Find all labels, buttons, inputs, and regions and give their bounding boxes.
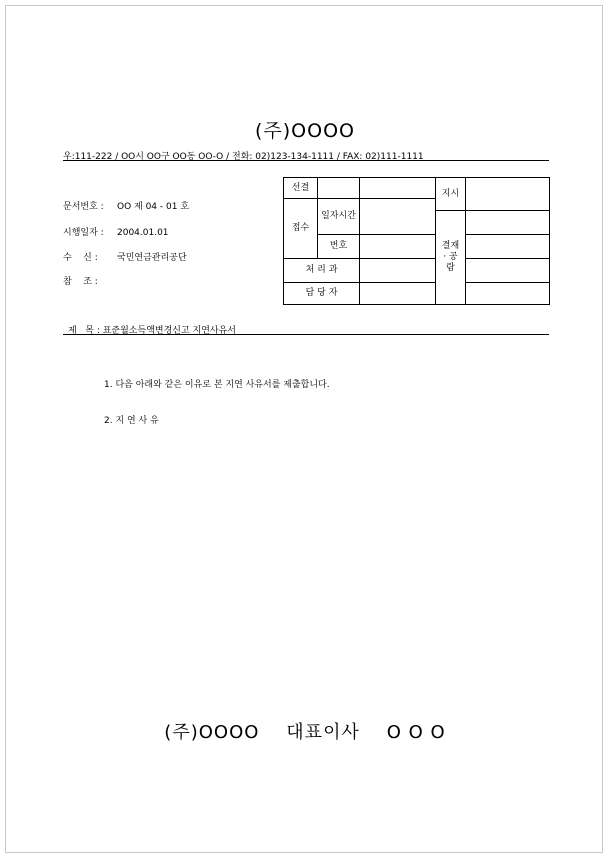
company-title: (주)OOOO [255, 120, 355, 142]
preapproval-value [360, 178, 436, 199]
preapproval-cell [318, 178, 360, 199]
date-label: 시행일자 : [63, 228, 104, 238]
datetime-value [360, 199, 436, 235]
subject-rule [63, 334, 549, 335]
body-item-1: 1. 다음 아래와 같은 이유로 본 지연 사유서를 제출합니다. [104, 380, 330, 390]
subject-line: 제 목 : 표준월소득액변경신고 지연사유서 [68, 326, 236, 336]
reference-row [63, 274, 117, 287]
person-label: 담 당 자 [284, 283, 360, 305]
doc-number-row [63, 199, 189, 212]
dept-value [360, 259, 436, 283]
person-value [360, 283, 436, 305]
approval-cell-3 [466, 259, 550, 283]
recipient-row [63, 250, 187, 263]
reference-label: 참 조 : [63, 277, 98, 287]
address-line: 우:111-222 / OO시 OO구 OO동 OO-O / 전화: 02)123-134-1111 / FAX: 02)111-1111 [63, 152, 424, 162]
datetime-label: 일자시간 [318, 199, 360, 235]
recipient-label: 수 신 : [63, 253, 98, 263]
doc-number-label: 문서번호 : [63, 202, 104, 212]
recipient-value: 국민연금관리공단 [117, 253, 187, 263]
approval-cell-4 [466, 283, 550, 305]
directive-value [466, 178, 550, 211]
preapproval-label: 선결 [284, 178, 318, 199]
date-row [63, 225, 169, 238]
directive-label: 지시 [436, 178, 466, 211]
approval-cell-2 [466, 235, 550, 259]
document-page [5, 5, 603, 853]
doc-number-value: OO 제 04 - 01 호 [117, 202, 190, 212]
number-value [360, 235, 436, 259]
header-rule [63, 160, 549, 161]
number-label: 번호 [318, 235, 360, 259]
date-value: 2004.01.01 [117, 228, 169, 238]
approval-cell-1 [466, 211, 550, 235]
dept-label: 처 리 과 [284, 259, 360, 283]
receipt-label: 접수 [284, 199, 318, 259]
approval-table [283, 177, 550, 305]
body-item-2: 2. 지 연 사 유 [104, 416, 159, 426]
approval-label: 결재 · 공람 [436, 211, 466, 305]
signature-line: (주)OOOO 대표이사 O O O [164, 722, 446, 743]
